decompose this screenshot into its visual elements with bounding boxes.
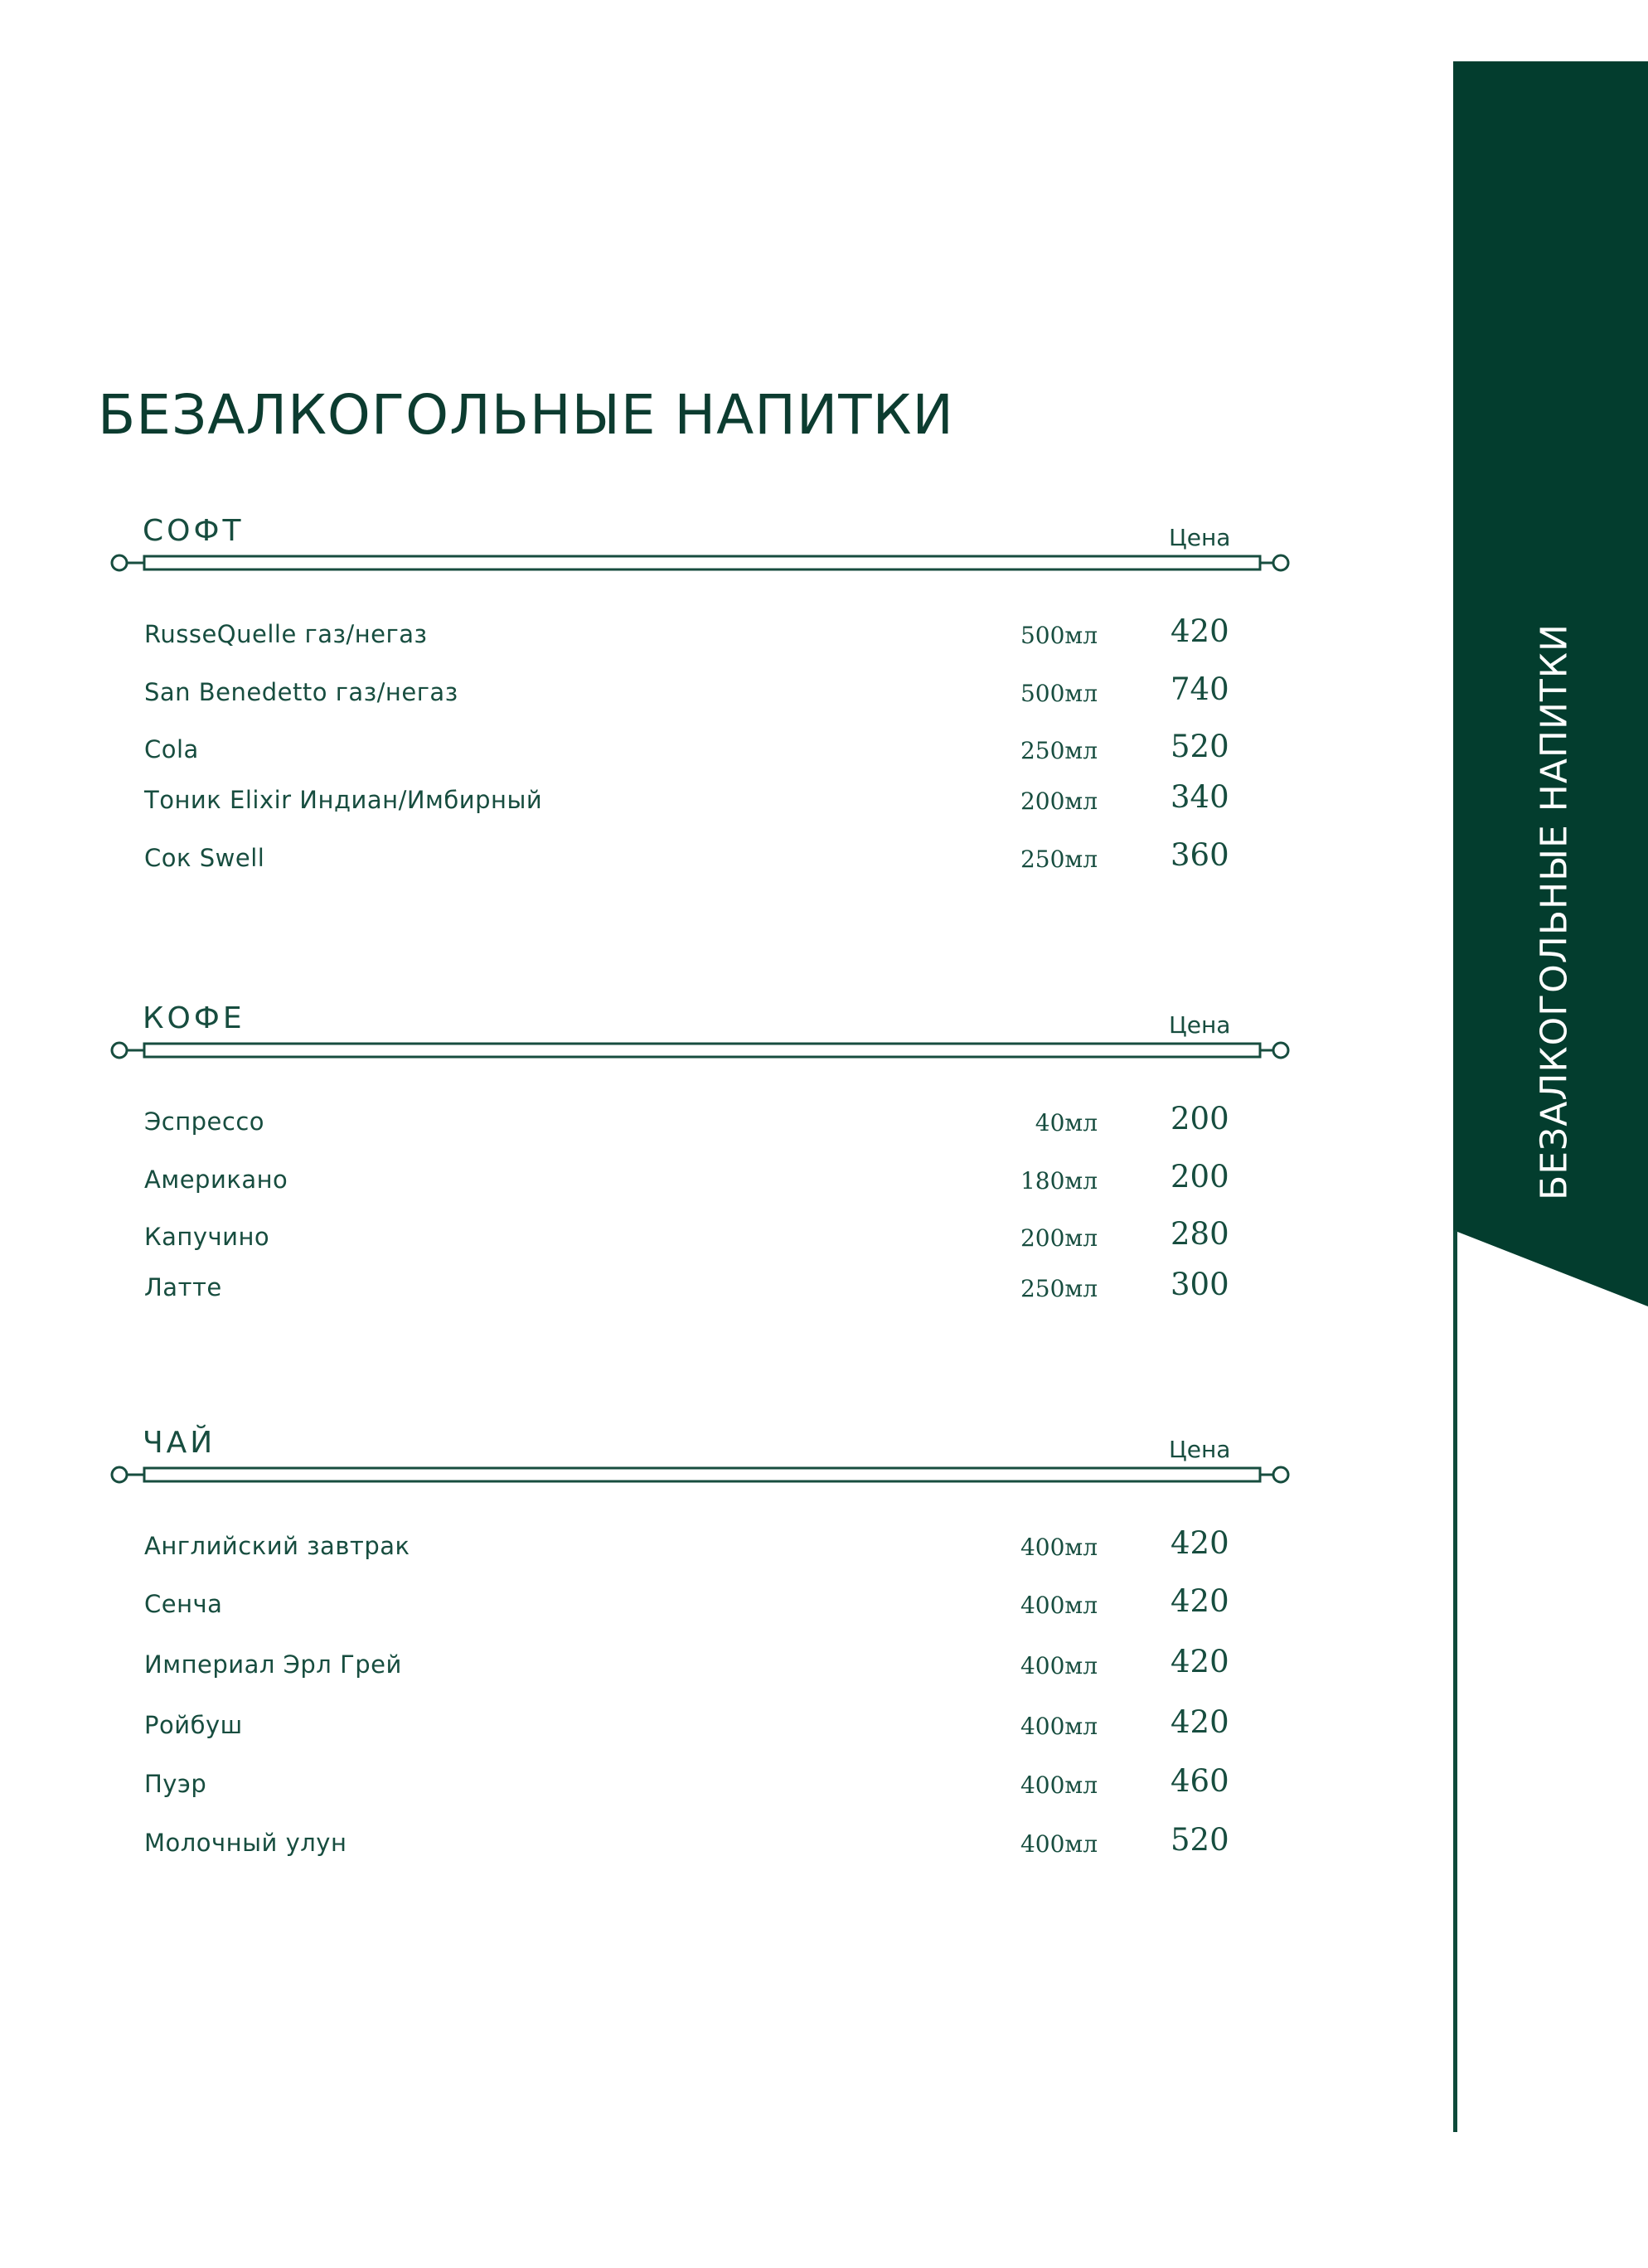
menu-item [0,729,1326,770]
menu-item [0,1525,1326,1567]
item-volume: 400мл [1020,1771,1098,1799]
item-volume: 200мл [1020,1224,1098,1252]
menu-item [0,1216,1326,1258]
item-volume: 400мл [1020,1652,1098,1679]
item-name: Ройбуш [144,1711,243,1739]
menu-item [0,1159,1326,1200]
item-price: 520 [1171,1822,1229,1858]
item-name: San Benedetto газ/негаз [144,678,458,706]
item-volume: 250мл [1020,1275,1098,1302]
item-volume: 250мл [1020,737,1098,764]
item-volume: 400мл [1020,1713,1098,1740]
item-volume: 400мл [1020,1592,1098,1619]
section-divider [108,1462,1293,1487]
ribbon-tail-line [1453,1230,1457,2132]
item-name: Пуэр [144,1770,207,1798]
price-column-header: Цена [1169,524,1231,551]
menu-item [0,1583,1326,1625]
item-price: 420 [1171,613,1229,649]
item-name: Сенча [144,1590,223,1618]
menu-item [0,779,1326,821]
menu-item [0,1763,1326,1805]
item-name: Cola [144,735,199,763]
menu-item [0,1644,1326,1685]
ribbon-label: БЕЗАЛКОГОЛЬНЫЕ НАПИТКИ [1533,623,1576,1200]
item-volume: 200мл [1020,788,1098,815]
price-column-header: Цена [1169,1436,1231,1463]
item-price: 340 [1171,779,1229,815]
section-title: КОФЕ [143,1001,245,1035]
item-volume: 500мл [1020,680,1098,707]
item-price: 420 [1171,1525,1229,1561]
menu-item [0,1267,1326,1308]
item-price: 420 [1171,1704,1229,1740]
menu-item [0,1704,1326,1746]
item-name: Американо [144,1166,288,1194]
ribbon-label-wrap [1459,597,1648,1227]
item-name: Империал Эрл Грей [144,1650,402,1679]
item-name: Английский завтрак [144,1532,410,1560]
item-price: 300 [1171,1267,1229,1302]
item-name: Эспрессо [144,1107,265,1136]
section-title: ЧАЙ [143,1426,216,1460]
item-volume: 500мл [1020,622,1098,649]
item-price: 200 [1171,1101,1229,1136]
item-price: 740 [1171,671,1229,707]
item-price: 420 [1171,1644,1229,1679]
item-price: 460 [1171,1763,1229,1799]
item-volume: 400мл [1020,1830,1098,1858]
item-volume: 40мл [1035,1109,1098,1136]
item-volume: 180мл [1020,1167,1098,1195]
item-name: RusseQuelle газ/негаз [144,620,428,648]
menu-item [0,613,1326,655]
item-name: Сок Swell [144,844,265,872]
page-title: БЕЗАЛКОГОЛЬНЫЕ НАПИТКИ [98,383,954,447]
menu-item [0,837,1326,879]
item-price: 280 [1171,1216,1229,1252]
menu-item [0,1101,1326,1142]
menu-item [0,1822,1326,1863]
section-divider [108,550,1293,575]
item-name: Молочный улун [144,1829,347,1857]
section-divider [108,1038,1293,1063]
item-name: Латте [144,1273,222,1301]
item-volume: 250мл [1020,846,1098,873]
item-price: 360 [1171,837,1229,873]
item-price: 420 [1171,1583,1229,1619]
item-price: 520 [1171,729,1229,764]
item-name: Капучино [144,1223,270,1251]
price-column-header: Цена [1169,1011,1231,1039]
item-volume: 400мл [1020,1534,1098,1561]
item-name: Тоник Elixir Индиан/Имбирный [144,786,543,814]
menu-item [0,671,1326,713]
item-price: 200 [1171,1159,1229,1195]
section-title: СОФТ [143,514,245,548]
